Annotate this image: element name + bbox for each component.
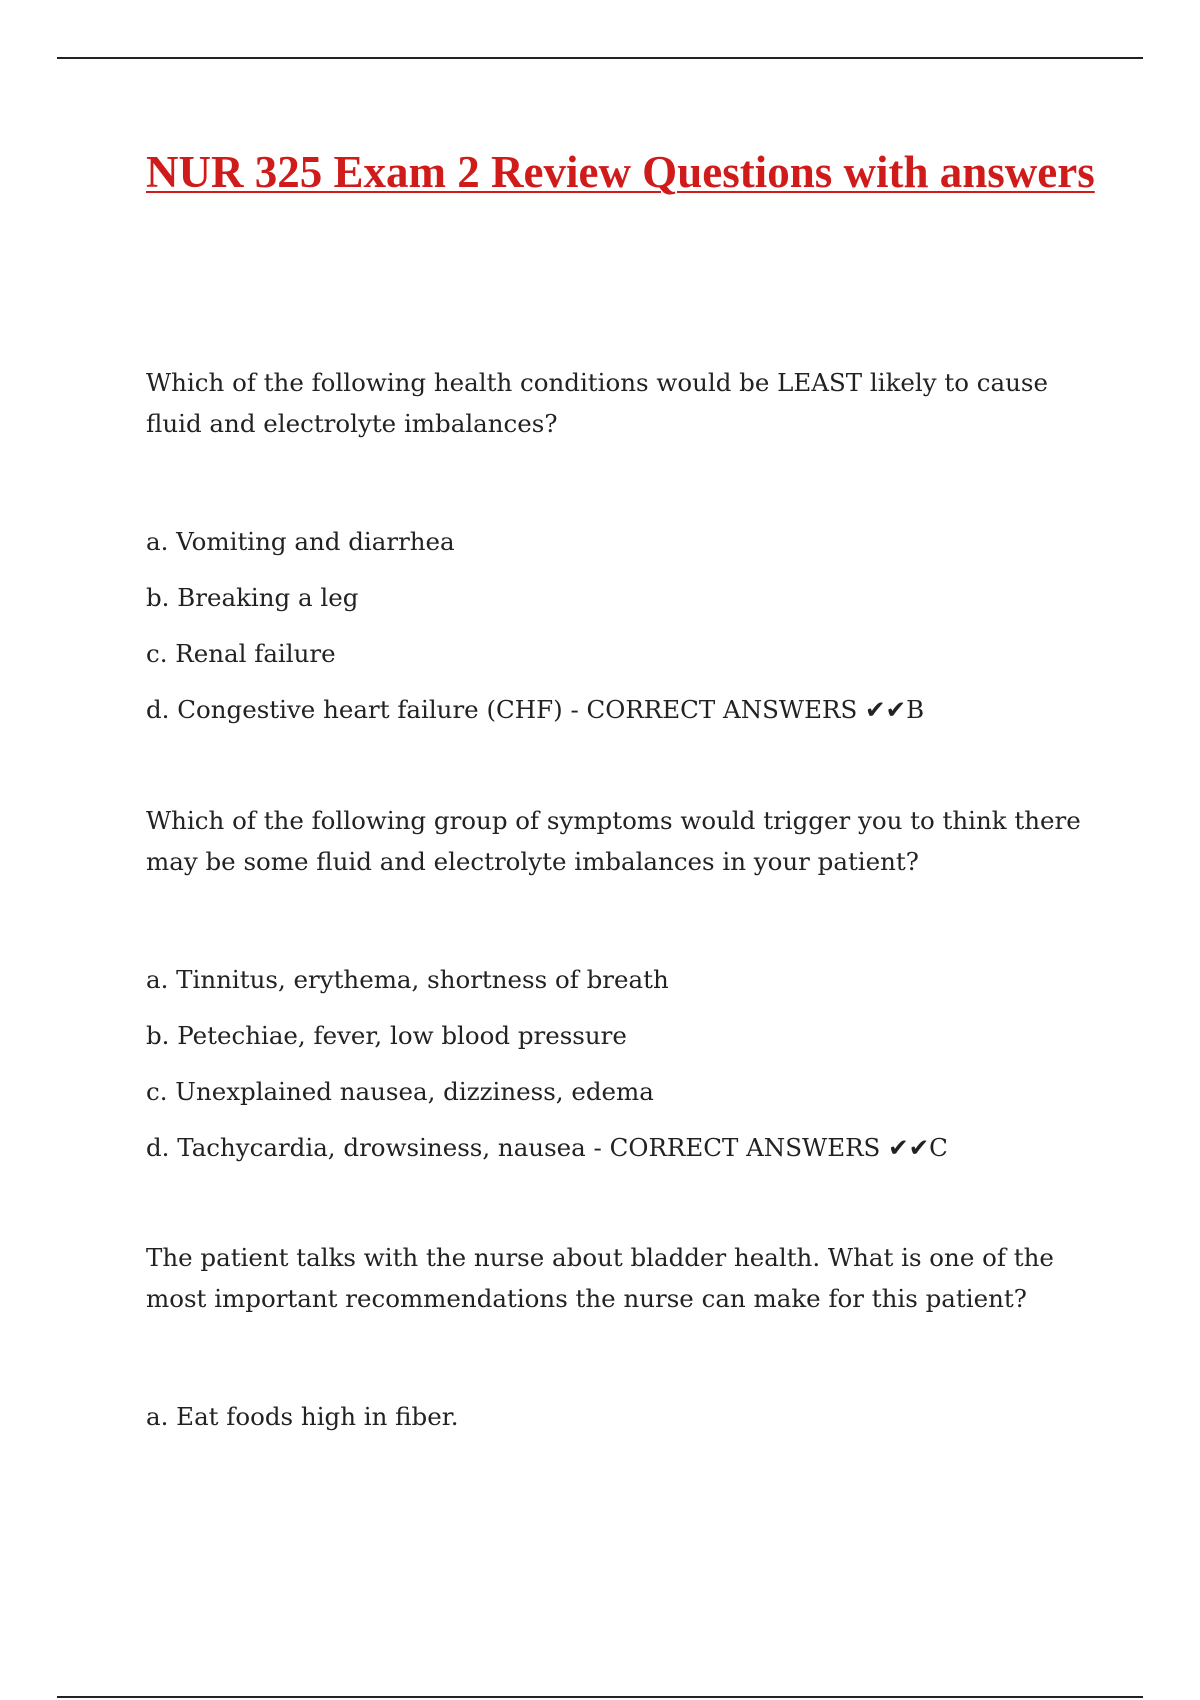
answer-option: a. Tinnitus, erythema, shortness of breath [146,965,669,994]
question-text: Which of the following health conditions would be LEAST likely to cause fluid and electrolyte imbalances? [146,368,1048,438]
answer-option: c. Unexplained nausea, dizziness, edema [146,1077,654,1106]
bottom-divider [57,1696,1143,1698]
answer-option: a. Vomiting and diarrhea [146,527,455,556]
question-text: The patient talks with the nurse about bladder health. What is one of the most important recommendations the nurse can make for this patient? [146,1243,1054,1313]
question-text: Which of the following group of symptoms would trigger you to think there may be some fluid and electrolyte imbalances in your patient? [146,806,1081,876]
answer-option: b. Petechiae, fever, low blood pressure [146,1021,627,1050]
answer-option: d. Congestive heart failure (CHF) - CORRECT ANSWERS ✔✔B [146,695,925,724]
answer-options [146,514,1106,738]
answer-option: a. Eat foods high in fiber. [146,1402,459,1431]
answer-option: c. Renal failure [146,639,336,668]
document-title: NUR 325 Exam 2 Review Questions with answers [146,147,1095,197]
answer-options [146,952,1106,1176]
answer-options [146,1389,1106,1445]
answer-option: b. Breaking a leg [146,583,359,612]
question-3 [146,1237,1106,1445]
question-2 [146,800,1106,1176]
top-divider [57,57,1143,59]
question-1 [146,362,1106,738]
answer-option: d. Tachycardia, drowsiness, nausea - CORRECT ANSWERS ✔✔C [146,1133,948,1162]
document-body [146,140,1106,1431]
